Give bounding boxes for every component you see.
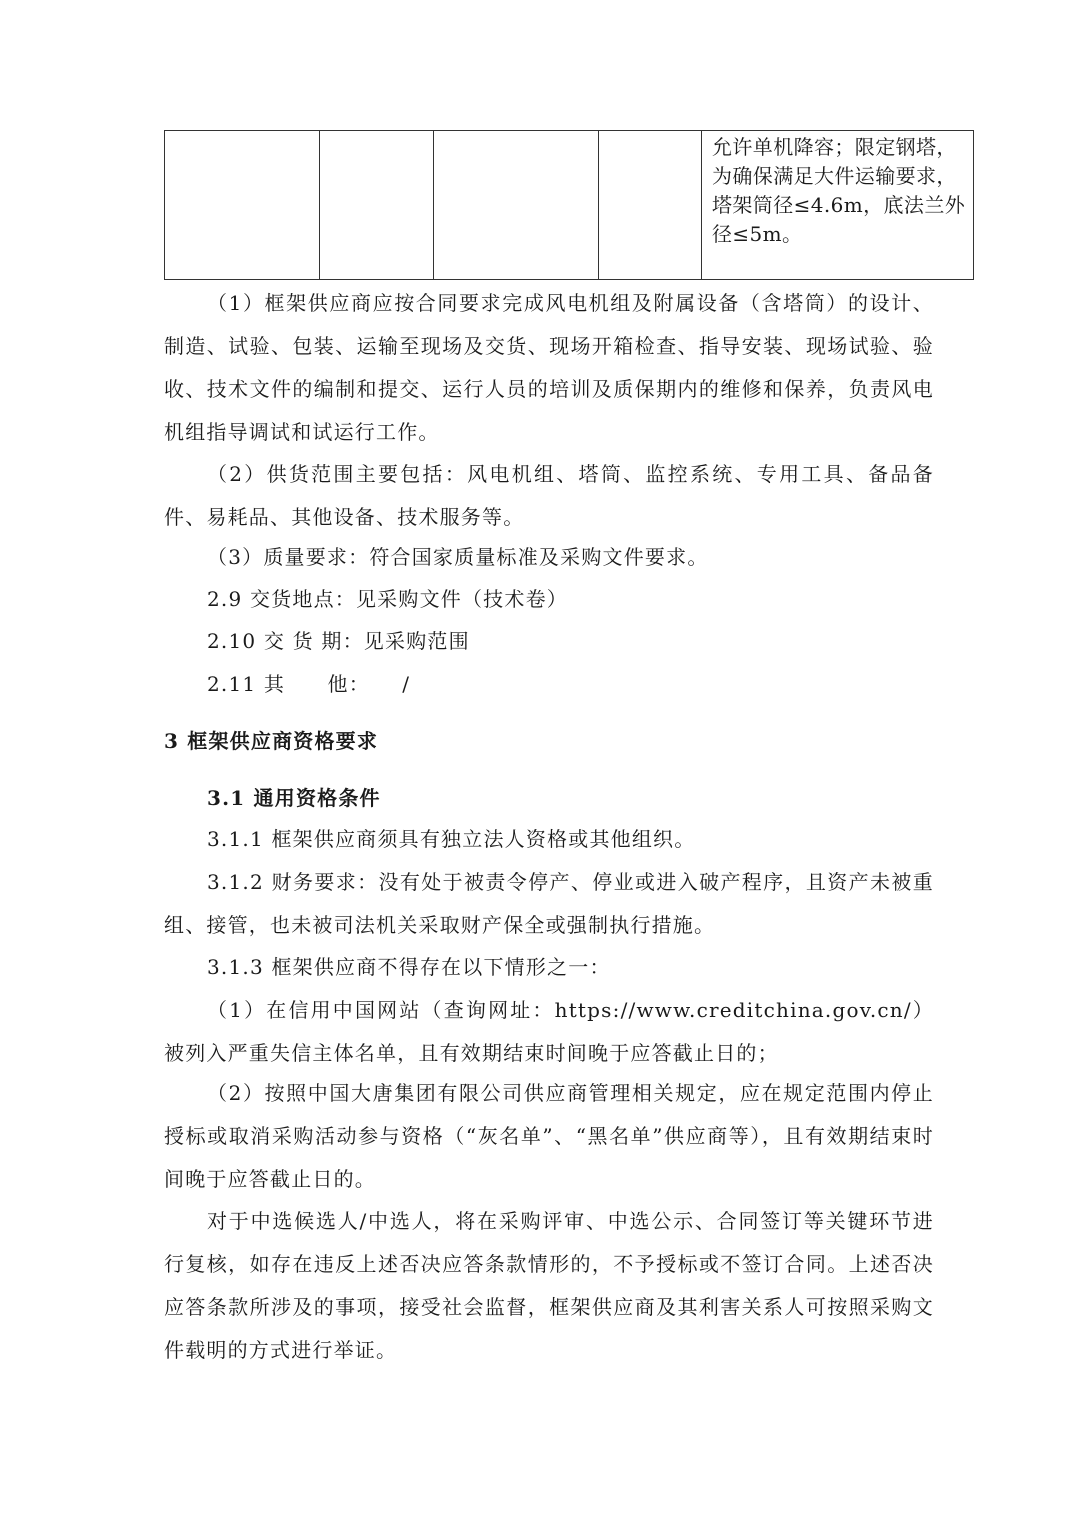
paragraph-quality: （3）质量要求：符合国家质量标准及采购文件要求。 [207,545,709,569]
paragraph-3-1-2: 3.1.2 财务要求：没有处于被责令停产、停业或进入破产程序，且资产未被重组、接管，也未被司法机关采取财产保全或强制执行措施。 [164,870,934,937]
paragraph-scope-1: （1）框架供应商应按合同要求完成风电机组及附属设备（含塔筒）的设计、制造、试验、包装、运输至现场及交货、现场开箱检查、指导安装、现场试验、验收、技术文件的编制和提交、运行人员的培训及质保期内的维修和保养，负责风电机组指导调试和试运行工作。 [164,291,934,444]
paragraph-3-1-1: 3.1.1 框架供应商须具有独立法人资格或其他组织。 [207,827,696,851]
table-cell-requirements: 允许单机降容；限定钢塔，为确保满足大件运输要求，塔架筒径≤4.6m，底法兰外径≤5m。 [702,131,974,280]
table-cell [165,131,320,280]
paragraph-condition-1: （1）在信用中国网站（查询网址：https://www.creditchina.gov.cn/）被列入严重失信主体名单，且有效期结束时间晚于应答截止日的； [164,998,934,1065]
spec-table [164,130,974,280]
subsection-heading: 3.1 通用资格条件 [207,786,381,810]
paragraph-review: 对于中选候选人/中选人，将在采购评审、中选公示、合同签订等关键环节进行复核，如存在违反上述否决应答条款情形的，不予授标或不签订合同。上述否决应答条款所涉及的事项，接受社会监督，框架供应商及其利害关系人可按照采购文件载明的方式进行举证。 [164,1209,934,1362]
paragraph-delivery-place: 2.9 交货地点：见采购文件（技术卷） [207,587,568,611]
paragraph-other: 2.11 其 他： / [207,672,411,696]
table-cell [434,131,599,280]
section-heading: 3 框架供应商资格要求 [164,729,379,753]
table-cell [599,131,702,280]
paragraph-scope-2: （2）供货范围主要包括：风电机组、塔筒、监控系统、专用工具、备品备件、易耗品、其他设备、技术服务等。 [164,462,934,529]
paragraph-delivery-period: 2.10 交 货 期：见采购范围 [207,629,470,653]
table-cell [320,131,434,280]
paragraph-3-1-3: 3.1.3 框架供应商不得存在以下情形之一： [207,955,611,979]
paragraph-condition-2: （2）按照中国大唐集团有限公司供应商管理相关规定，应在规定范围内停止授标或取消采购活动参与资格（“灰名单”、“黑名单”供应商等），且有效期结束时间晚于应答截止日的。 [164,1081,934,1191]
